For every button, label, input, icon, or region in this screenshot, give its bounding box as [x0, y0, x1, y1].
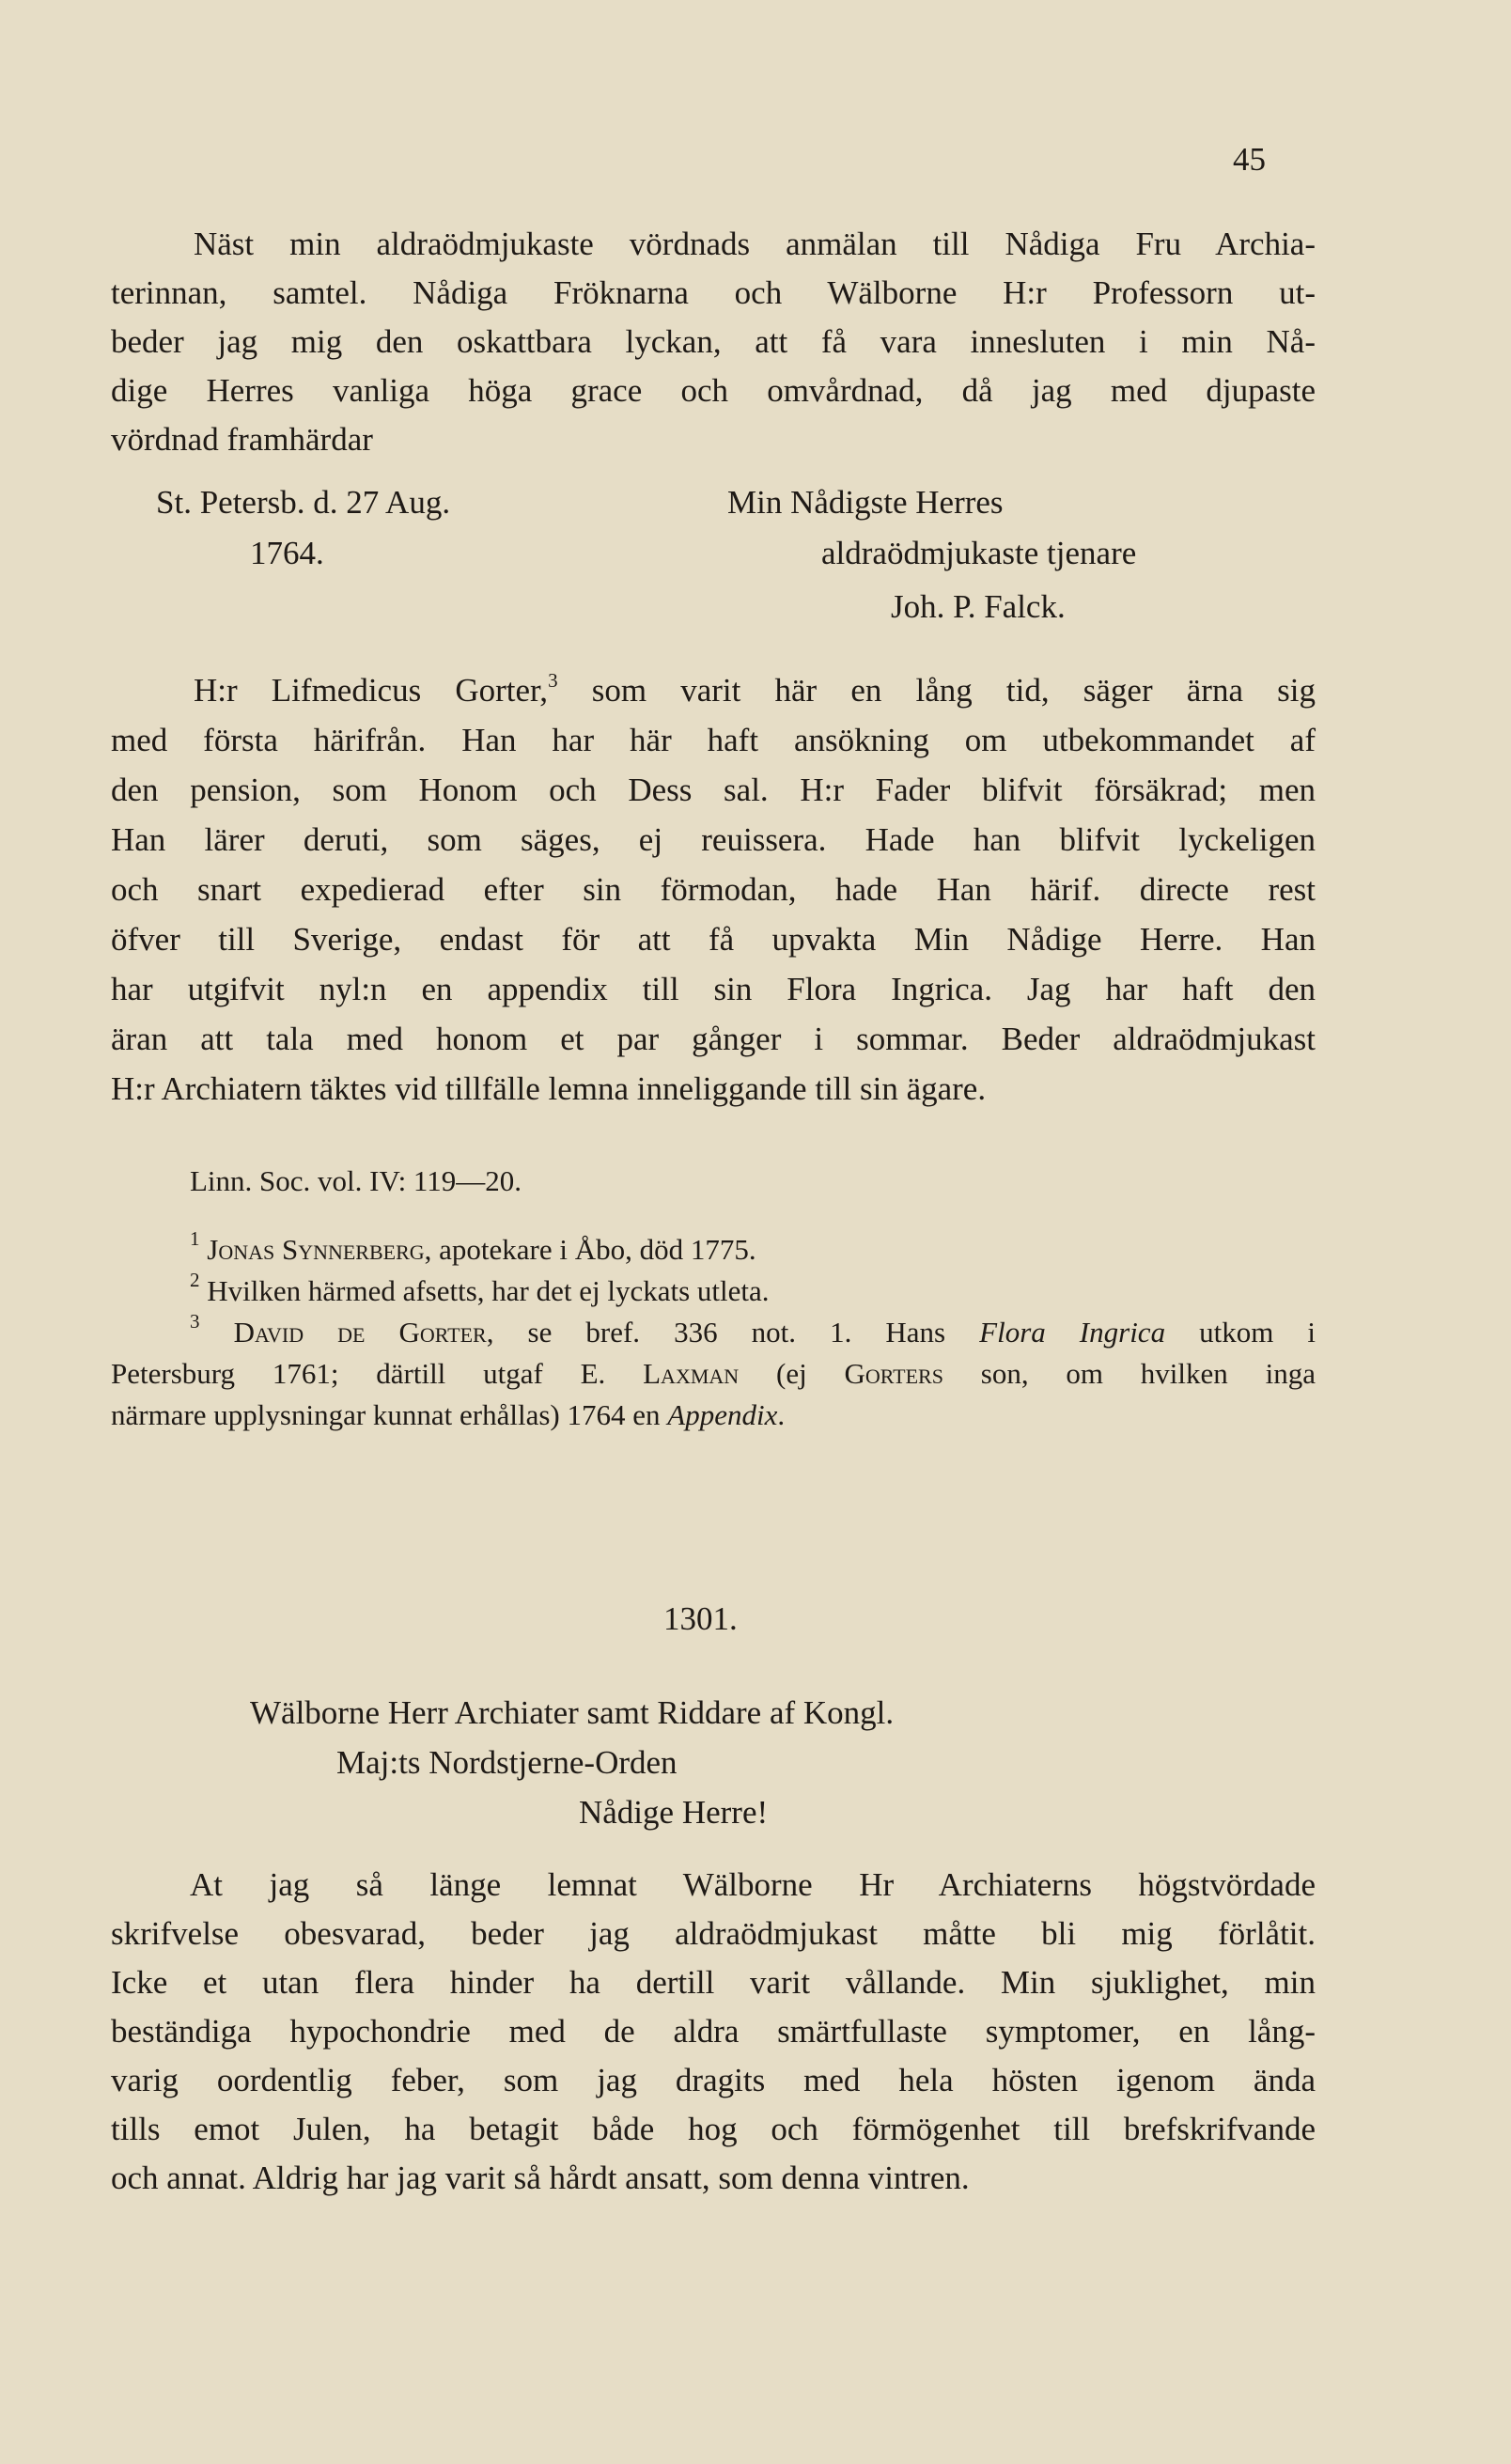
footnote-text: son, om hvilken inga — [942, 1357, 1316, 1390]
letter-body-line: skrifvelse obesvarad, beder jag aldraödmjukast måtte bli mig förlåtit. — [111, 1915, 1316, 1952]
letter-body-first-line: At jag så länge lemnat Wälborne Hr Archiaterns högstvördade — [190, 1866, 1316, 1903]
letter-body-line: beständiga hypochondrie med de aldra smärtfullaste symptomer, en lång- — [111, 2013, 1316, 2050]
letter-closing-line: aldraödmjukaste tjenare — [821, 535, 1137, 571]
footnote-text: Petersburg 1761; därtill utgaf E. — [111, 1357, 644, 1390]
letter-signature: Joh. P. Falck. — [891, 588, 1066, 625]
footnote-text: Hvilken härmed afsetts, har det ej lyckats utleta. — [207, 1274, 770, 1307]
postscript-line: äran att tala med honom et par gånger i sommar. Beder aldraödmjukast — [111, 1021, 1316, 1057]
letter-body-line: varig oordentlig feber, som jag dragits med hela hösten igenom ända — [111, 2062, 1316, 2098]
footnote-person-name: Jonas Synnerberg — [207, 1233, 425, 1266]
footnote-text: , se bref. 336 not. 1. Hans — [486, 1316, 980, 1349]
letter-year: 1764. — [250, 535, 324, 571]
body-line: beder jag mig den oskattbara lyckan, att få vara innesluten i min Nå- — [111, 323, 1316, 360]
footnote-ref: 3 — [548, 669, 558, 692]
footnote-3 — [190, 1310, 1316, 1349]
footnote-text: , apotekare i Åbo, död 1775. — [424, 1233, 756, 1266]
postscript-line: och snart expedierad efter sin förmodan, hade Han härif. directe rest — [111, 871, 1316, 908]
letter-body-line: Icke et utan flera hinder ha dertill varit vållande. Min sjuklighet, min — [111, 1964, 1316, 2001]
postscript-line: har utgifvit nyl:n en appendix till sin Flora Ingrica. Jag har haft den — [111, 971, 1316, 1007]
postscript-text: H:r Lifmedicus Gorter, — [194, 672, 549, 709]
footnote-book-title: Appendix — [667, 1398, 778, 1431]
postscript-text: som varit här en lång tid, säger ärna sig — [557, 672, 1316, 709]
source-reference: Linn. Soc. vol. IV: 119—20. — [190, 1164, 522, 1197]
footnote-text: utkom i — [1165, 1316, 1316, 1349]
body-line: terinnan, samtel. Nådiga Fröknarna och Wälborne H:r Professorn ut- — [111, 274, 1316, 311]
postscript-line: Han lärer deruti, som säges, ej reuissera. Hade han blifvit lyckeligen — [111, 821, 1316, 858]
footnote-1 — [190, 1227, 756, 1267]
postscript-line: med första härifrån. Han har här haft ansökning om utbekommandet af — [111, 722, 1316, 758]
salutation-line: Wälborne Herr Archiater samt Riddare af Kongl. — [250, 1694, 895, 1731]
postscript-line: öfver till Sverige, endast för att få upvakta Min Nådige Herre. Han — [111, 921, 1316, 958]
page-number: 45 — [1233, 141, 1266, 178]
footnote-3-line-2 — [111, 1357, 1316, 1391]
letter-body-line: tills emot Julen, ha betagit både hog och förmögenhet till brefskrifvande — [111, 2111, 1316, 2147]
footnote-2 — [190, 1269, 770, 1308]
footnote-marker: 3 — [190, 1310, 200, 1333]
footnote-text: (ej — [739, 1357, 845, 1390]
body-line: vördnad framhärdar — [111, 421, 373, 458]
footnote-person-name: Laxman — [643, 1357, 740, 1390]
footnote-book-title: Flora Ingrica — [979, 1316, 1166, 1349]
footnote-text: . — [777, 1398, 786, 1431]
footnote-marker: 2 — [190, 1269, 200, 1291]
salutation-line: Nådige Herre! — [579, 1794, 769, 1831]
salutation-line: Maj:ts Nordstjerne-Orden — [336, 1744, 678, 1781]
letter-number: 1301. — [663, 1600, 738, 1637]
letter-place-date: St. Petersb. d. 27 Aug. — [156, 484, 451, 521]
postscript-line: H:r Archiatern täktes vid tillfälle lemna inneliggande till sin ägare. — [111, 1070, 987, 1107]
footnote-text: närmare upplysningar kunnat erhållas) 1764 en — [111, 1398, 668, 1431]
postscript-first-line — [194, 669, 1316, 710]
postscript-line: den pension, som Honom och Dess sal. H:r Fader blifvit försäkrad; men — [111, 772, 1316, 808]
footnote-marker: 1 — [190, 1227, 200, 1250]
body-paragraph-first-line: Näst min aldraödmjukaste vördnads anmälan till Nådiga Fru Archia- — [194, 226, 1316, 262]
body-line: dige Herres vanliga höga grace och omvårdnad, då jag med djupaste — [111, 372, 1316, 409]
footnote-3-line-3 — [111, 1398, 785, 1432]
footnote-person-name: Gorters — [844, 1357, 943, 1390]
letter-closing-line: Min Nådigste Herres — [727, 484, 1004, 521]
footnote-person-name: David de Gorter — [233, 1316, 487, 1349]
letter-body-line: och annat. Aldrig har jag varit så hårdt ansatt, som denna vintren. — [111, 2160, 970, 2196]
